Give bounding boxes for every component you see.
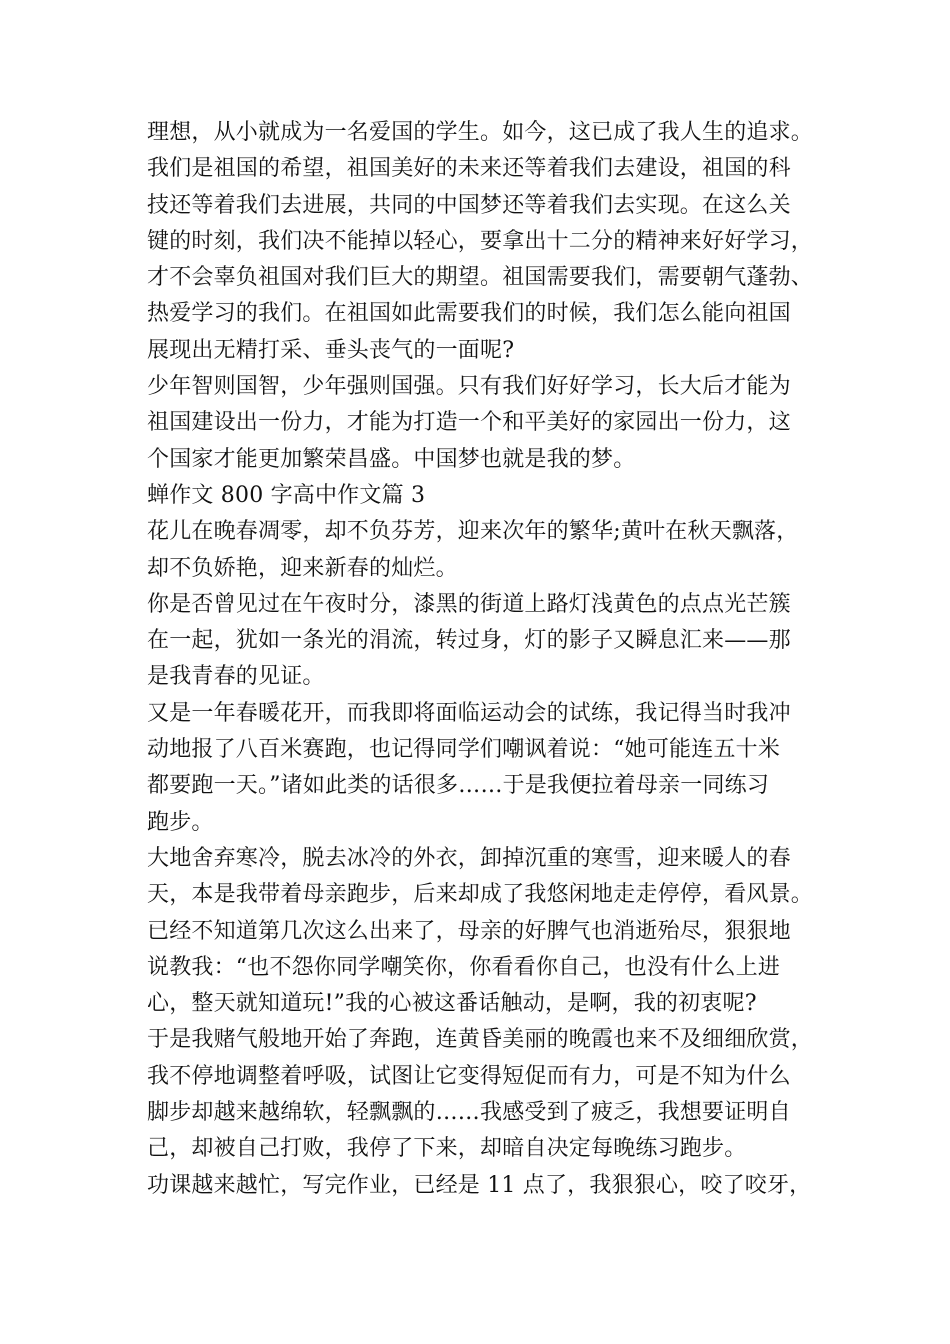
document-body [147, 115, 837, 1204]
text-line: 我们是祖国的希望，祖国美好的未来还等着我们去建设，祖国的科 [147, 156, 791, 182]
text-line: 个国家才能更加繁荣昌盛。中国梦也就是我的梦。 [147, 446, 636, 472]
text-line: 脚步却越来越绵软，轻飘飘的……我感受到了疲乏，我想要证明自 [147, 1100, 791, 1126]
text-line: 你是否曾见过在午夜时分，漆黑的街道上路灯浅黄色的点点光芒簇 [147, 591, 791, 617]
text-line: 天，本是我带着母亲跑步，后来却成了我悠闲地走走停停，看风景。 [147, 882, 814, 908]
text-line: 动地报了八百米赛跑，也记得同学们嘲讽着说：“她可能连五十米 [147, 737, 781, 763]
text-line: 少年智则国智，少年强则国强。只有我们好好学习，长大后才能为 [147, 374, 791, 400]
text-line: 展现出无精打采、垂头丧气的一面呢? [147, 337, 515, 363]
section-heading: 蝉作文 800 字高中作文篇 3 [147, 482, 426, 508]
text-line: 跑步。 [147, 809, 214, 835]
text-line: 己，却被自己打败，我停了下来，却暗自决定每晚练习跑步。 [147, 1136, 747, 1162]
text-line: 又是一年春暖花开，而我即将面临运动会的试练，我记得当时我冲 [147, 700, 791, 726]
text-line: 键的时刻，我们决不能掉以轻心，要拿出十二分的精神来好好学习， [147, 228, 814, 254]
text-line: 在一起，犹如一条光的涓流，转过身，灯的影子又瞬息汇来——那 [147, 628, 791, 654]
text-line: 已经不知道第几次这么出来了，母亲的好脾气也消逝殆尽，狠狠地 [147, 918, 791, 944]
text-line: 才不会辜负祖国对我们巨大的期望。祖国需要我们，需要朝气蓬勃、 [147, 265, 814, 291]
text-line: 我不停地调整着呼吸，试图让它变得短促而有力，可是不知为什么 [147, 1063, 791, 1089]
text-line: 大地舍弃寒冷，脱去冰冷的外衣，卸掉沉重的寒雪，迎来暖人的春 [147, 845, 791, 871]
text-line: 都要跑一天。”诸如此类的话很多……于是我便拉着母亲一同练习 [147, 773, 770, 799]
text-line: 功课越来越忙，写完作业，已经是 11 点了，我狠狠心，咬了咬牙， [147, 1172, 812, 1198]
text-line: 花儿在晚春凋零，却不负芬芳，迎来次年的繁华;黄叶在秋天飘落， [147, 519, 799, 545]
text-line: 于是我赌气般地开始了奔跑，连黄昏美丽的晚霞也来不及细细欣赏， [147, 1027, 814, 1053]
text-line: 是我青春的见证。 [147, 664, 325, 690]
text-line: 心，整天就知道玩!”我的心被这番话触动，是啊，我的初衷呢? [147, 991, 757, 1017]
text-line: 理想，从小就成为一名爱国的学生。如今，这已成了我人生的追求。 [147, 120, 814, 145]
text-line: 技还等着我们去进展，共同的中国梦还等着我们去实现。在这么关 [147, 192, 791, 218]
text-line: 却不负娇艳，迎来新春的灿烂。 [147, 555, 458, 581]
text-line: 祖国建设出一份力，才能为打造一个和平美好的家园出一份力，这 [147, 410, 791, 436]
text-line: 热爱学习的我们。在祖国如此需要我们的时候，我们怎么能向祖国 [147, 301, 791, 327]
text-line: 说教我：“也不怨你同学嘲笑你，你看看你自己，也没有什么上进 [147, 954, 781, 980]
